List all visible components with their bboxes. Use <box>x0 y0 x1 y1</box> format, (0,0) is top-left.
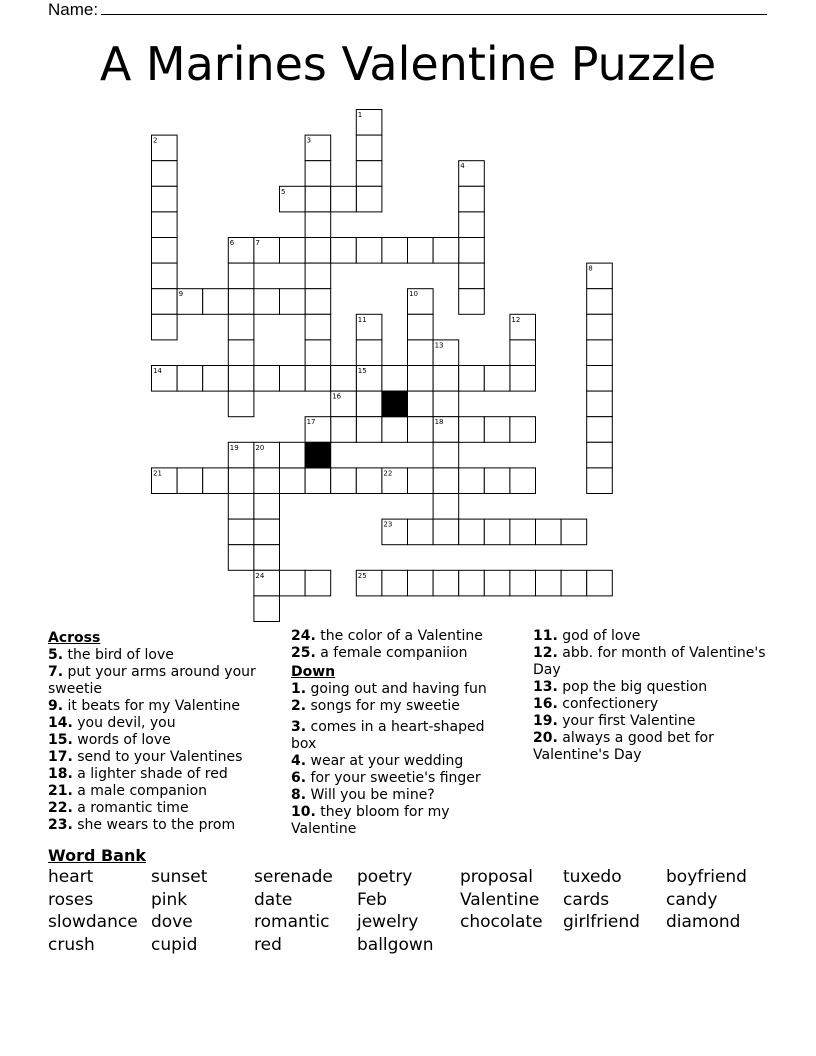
word-bank <box>48 846 768 956</box>
clue-text: the color of a Valentine <box>315 628 483 644</box>
clue-text: send to your Valentines <box>72 749 243 765</box>
word-bank-item: crush <box>48 934 95 955</box>
grid-cell[interactable] <box>305 366 331 392</box>
grid-cell[interactable] <box>331 238 357 264</box>
grid-cell[interactable] <box>484 519 510 545</box>
clue-number: 18. <box>48 766 73 782</box>
word-bank-title: Word Bank <box>48 846 147 865</box>
grid-block-cell <box>305 442 331 468</box>
clue-item <box>48 732 278 749</box>
clue-item <box>533 730 773 764</box>
grid-cell[interactable] <box>254 596 280 622</box>
grid-cell[interactable] <box>356 186 382 212</box>
grid-cell[interactable] <box>305 238 331 264</box>
clue-number: 10 <box>409 290 418 299</box>
clue-item <box>533 713 773 730</box>
grid-cell[interactable] <box>152 289 178 315</box>
grid-cell[interactable] <box>305 468 331 494</box>
clue-item <box>533 645 773 679</box>
grid-cell[interactable] <box>408 417 434 443</box>
grid-cell[interactable] <box>433 570 459 596</box>
grid-cell[interactable] <box>408 314 434 340</box>
clue-number: 25 <box>357 571 367 580</box>
grid-cell[interactable] <box>203 289 229 315</box>
clue-text: you devil, you <box>72 715 176 731</box>
grid-cell[interactable] <box>561 570 587 596</box>
grid-cell[interactable] <box>280 289 306 315</box>
clue-text: Will you be mine? <box>306 787 435 803</box>
word-bank-item: cupid <box>151 934 198 955</box>
clue-number: 3. <box>291 719 307 735</box>
grid-cell[interactable] <box>587 340 613 366</box>
clue-number: 11 <box>357 315 367 324</box>
grid-cell[interactable] <box>356 468 382 494</box>
clue-text: pop the big question <box>557 679 708 695</box>
grid-cell[interactable] <box>254 366 280 392</box>
grid-cell[interactable] <box>280 238 306 264</box>
clue-number: 21. <box>48 783 73 799</box>
word-bank-item: date <box>254 889 293 910</box>
grid-cell[interactable] <box>459 263 485 289</box>
grid-cell[interactable] <box>177 366 203 392</box>
grid-cell[interactable] <box>408 340 434 366</box>
grid-cell[interactable] <box>152 314 178 340</box>
clue-number: 7 <box>255 239 260 247</box>
grid-cell[interactable] <box>356 161 382 187</box>
clue-number: 8 <box>588 264 593 273</box>
grid-cell[interactable] <box>203 468 229 494</box>
clue-number: 13 <box>434 341 444 350</box>
grid-cell[interactable] <box>408 366 434 392</box>
clue-number: 3 <box>306 136 312 145</box>
grid-cell[interactable] <box>484 468 510 494</box>
clue-number: 6. <box>291 770 307 786</box>
grid-cell[interactable] <box>459 238 485 264</box>
clue-number: 5. <box>48 647 64 663</box>
grid-cell[interactable] <box>587 442 613 468</box>
word-bank-item: ballgown <box>357 934 434 955</box>
grid-cell[interactable] <box>228 391 254 417</box>
clue-number: 5 <box>281 187 286 196</box>
word-bank-item: heart <box>48 867 94 887</box>
grid-cell[interactable] <box>331 366 357 392</box>
clue-number: 22. <box>48 800 73 816</box>
clue-text: god of love <box>557 628 641 644</box>
grid-cell[interactable] <box>433 391 459 417</box>
clue-item <box>291 719 511 753</box>
grid-cell[interactable] <box>408 238 434 264</box>
grid-cell[interactable] <box>510 340 536 366</box>
clue-number: 2 <box>153 136 158 145</box>
clue-item <box>48 715 278 732</box>
grid-cell[interactable] <box>280 570 306 596</box>
grid-cell[interactable] <box>280 366 306 392</box>
clue-item <box>291 681 511 698</box>
clue-text: words of love <box>72 732 171 748</box>
grid-cell[interactable] <box>459 468 485 494</box>
grid-cell[interactable] <box>228 366 254 392</box>
word-bank-item: diamond <box>666 912 741 932</box>
grid-cell[interactable] <box>587 417 613 443</box>
grid-cell[interactable] <box>408 468 434 494</box>
clue-number: 4 <box>460 162 465 171</box>
clue-number: 9. <box>48 698 64 714</box>
clue-item <box>291 804 511 838</box>
clues-column-1 <box>48 628 278 834</box>
clue-number: 9 <box>178 290 184 299</box>
word-bank-item: Valentine <box>460 889 540 910</box>
word-bank-item: roses <box>48 889 94 910</box>
grid-cell[interactable] <box>408 391 434 417</box>
grid-cell[interactable] <box>459 289 485 315</box>
grid-cell[interactable] <box>433 494 459 520</box>
grid-cell[interactable] <box>510 519 536 545</box>
clue-text: she wears to the prom <box>72 817 236 833</box>
clue-text: a female companiion <box>315 645 468 661</box>
grid-cell[interactable] <box>484 570 510 596</box>
clue-item <box>533 679 773 696</box>
grid-cell[interactable] <box>356 417 382 443</box>
clue-item <box>291 770 511 787</box>
clue-number: 2. <box>291 698 307 714</box>
clue-number: 8. <box>291 787 307 803</box>
grid-cell[interactable] <box>408 570 434 596</box>
grid-cell[interactable] <box>305 161 331 187</box>
clue-text: they bloom for my Valentine <box>291 804 450 837</box>
grid-cell[interactable] <box>587 314 613 340</box>
grid-cell[interactable] <box>280 442 306 468</box>
clue-number: 12 <box>511 315 521 324</box>
word-bank-item: pink <box>151 889 188 910</box>
clues-column-2 <box>291 628 511 838</box>
grid-cell[interactable] <box>152 212 178 238</box>
grid-cell[interactable] <box>305 570 331 596</box>
page-title: A Marines Valentine Puzzle <box>99 37 717 91</box>
grid-cell[interactable] <box>228 263 254 289</box>
clue-number: 17 <box>306 418 316 427</box>
grid-cell[interactable] <box>510 366 536 392</box>
grid-cell[interactable] <box>254 494 280 520</box>
grid-cell[interactable] <box>254 468 280 494</box>
grid-cell[interactable] <box>228 314 254 340</box>
grid-cell[interactable] <box>433 519 459 545</box>
clue-text: abb. for month of Valentine's Day <box>533 645 766 678</box>
clue-number: 24. <box>291 628 316 644</box>
clue-number: 15. <box>48 732 73 748</box>
word-bank-item: serenade <box>254 867 333 887</box>
clue-text: a lighter shade of red <box>72 766 228 782</box>
word-bank-item: red <box>254 934 282 955</box>
grid-cell[interactable] <box>228 545 254 571</box>
word-bank-item: tuxedo <box>563 867 622 887</box>
clue-number: 14 <box>153 367 162 375</box>
grid-cell[interactable] <box>587 366 613 392</box>
word-bank-item: girlfriend <box>563 912 640 932</box>
clue-item <box>291 645 511 662</box>
word-bank-item: proposal <box>460 867 533 887</box>
clue-item <box>48 698 278 715</box>
clue-item <box>533 696 773 713</box>
word-bank-item: chocolate <box>460 912 543 932</box>
across-heading: Across <box>48 630 101 646</box>
word-bank-item: romantic <box>254 912 330 932</box>
grid-cell[interactable] <box>152 186 178 212</box>
clue-number: 19 <box>229 443 239 452</box>
grid-cell[interactable] <box>382 570 408 596</box>
clue-text: going out and having fun <box>306 681 487 697</box>
clue-number: 20. <box>533 730 558 746</box>
clue-text: comes in a heart-shaped box <box>291 719 485 752</box>
grid-cell[interactable] <box>228 340 254 366</box>
grid-cell[interactable] <box>484 366 510 392</box>
clue-number: 1 <box>357 111 363 119</box>
clue-number: 13. <box>533 679 558 695</box>
grid-cell[interactable] <box>459 417 485 443</box>
clue-text: for your sweetie's finger <box>306 770 481 786</box>
grid-cell[interactable] <box>433 442 459 468</box>
word-bank-item: boyfriend <box>666 867 747 887</box>
grid-cell[interactable] <box>305 212 331 238</box>
grid-cell[interactable] <box>433 238 459 264</box>
clue-item <box>48 800 278 817</box>
clue-text: songs for my sweetie <box>306 698 460 714</box>
grid-cell[interactable] <box>408 519 434 545</box>
clue-number: 11. <box>533 628 558 644</box>
clue-text: wear at your wedding <box>306 753 464 769</box>
grid-cell[interactable] <box>280 468 306 494</box>
grid-cell[interactable] <box>433 468 459 494</box>
word-bank-item: poetry <box>357 867 413 887</box>
grid-cell[interactable] <box>459 570 485 596</box>
clue-item <box>291 628 511 645</box>
grid-cell[interactable] <box>484 417 510 443</box>
clue-number: 20 <box>255 443 265 452</box>
clue-item <box>48 783 278 800</box>
clue-text: a romantic time <box>72 800 189 816</box>
clues-column-3 <box>533 628 773 764</box>
clue-item <box>291 787 511 804</box>
clue-number: 10. <box>291 804 316 820</box>
clue-number: 21 <box>153 469 162 478</box>
grid-cell[interactable] <box>203 366 229 392</box>
clue-item <box>291 698 511 715</box>
grid-cell[interactable] <box>305 314 331 340</box>
clue-number: 23. <box>48 817 73 833</box>
grid-cell[interactable] <box>305 289 331 315</box>
clue-number: 18 <box>434 418 444 427</box>
grid-cell[interactable] <box>510 417 536 443</box>
grid-cell[interactable] <box>254 289 280 315</box>
clue-number: 17. <box>48 749 73 765</box>
clue-number: 14. <box>48 715 73 731</box>
grid-cell[interactable] <box>331 186 357 212</box>
down-heading: Down <box>291 664 336 680</box>
clue-text: put your arms around your sweetie <box>48 664 256 697</box>
clue-text: a male companion <box>72 783 208 799</box>
clue-number: 6 <box>229 239 235 247</box>
clue-number: 1. <box>291 681 307 697</box>
clue-number: 16. <box>533 696 558 712</box>
clue-number: 25. <box>291 645 316 661</box>
grid-cell[interactable] <box>459 186 485 212</box>
grid-cell[interactable] <box>587 391 613 417</box>
word-bank-item: sunset <box>151 867 208 887</box>
grid-cell[interactable] <box>228 289 254 315</box>
word-bank-item: candy <box>666 889 718 910</box>
word-bank-item: jewelry <box>357 912 419 932</box>
grid-cell[interactable] <box>587 570 613 596</box>
clue-number: 24 <box>255 571 265 580</box>
clue-text: it beats for my Valentine <box>63 698 241 714</box>
grid-cell[interactable] <box>433 366 459 392</box>
grid-cell[interactable] <box>510 468 536 494</box>
grid-cell[interactable] <box>305 263 331 289</box>
grid-cell[interactable] <box>356 391 382 417</box>
grid-cell[interactable] <box>459 212 485 238</box>
clue-number: 22 <box>383 469 393 478</box>
grid-block-cell <box>382 391 408 417</box>
grid-cell[interactable] <box>228 468 254 494</box>
clue-item <box>48 664 278 698</box>
clue-text: the bird of love <box>63 647 174 663</box>
grid-cell[interactable] <box>331 417 357 443</box>
grid-cell[interactable] <box>305 186 331 212</box>
word-bank-item: cards <box>563 889 610 910</box>
clue-item <box>291 753 511 770</box>
grid-cell[interactable] <box>382 417 408 443</box>
grid-cell[interactable] <box>459 366 485 392</box>
word-bank-list <box>48 866 768 956</box>
grid-cell[interactable] <box>587 289 613 315</box>
grid-cell[interactable] <box>331 468 357 494</box>
grid-cell[interactable] <box>254 519 280 545</box>
clue-item <box>48 749 278 766</box>
clue-item <box>48 647 278 664</box>
word-bank-item: dove <box>151 912 193 932</box>
clue-item <box>533 628 773 645</box>
clue-item <box>48 766 278 783</box>
grid-cell[interactable] <box>228 494 254 520</box>
clue-number: 4. <box>291 753 307 769</box>
grid-cell[interactable] <box>254 545 280 571</box>
clue-text: always a good bet for Valentine's Day <box>533 730 714 763</box>
grid-cell[interactable] <box>228 519 254 545</box>
clue-text: confectionery <box>557 696 659 712</box>
clue-number: 15 <box>357 367 367 375</box>
grid-cell[interactable] <box>152 263 178 289</box>
clue-text: your first Valentine <box>557 713 696 729</box>
clue-number: 12. <box>533 645 558 661</box>
name-label: Name: <box>48 0 99 19</box>
grid-cell[interactable] <box>356 238 382 264</box>
grid-cell[interactable] <box>382 238 408 264</box>
grid-cell[interactable] <box>152 161 178 187</box>
clue-item <box>48 817 278 834</box>
grid-cell[interactable] <box>356 340 382 366</box>
grid-cell[interactable] <box>459 519 485 545</box>
grid-cell[interactable] <box>356 135 382 161</box>
word-bank-item: Feb <box>357 889 388 910</box>
grid-cell[interactable] <box>536 570 562 596</box>
clue-number: 19. <box>533 713 558 729</box>
grid-cell[interactable] <box>177 468 203 494</box>
grid-cell[interactable] <box>152 238 178 264</box>
grid-cell[interactable] <box>536 519 562 545</box>
clue-number: 7. <box>48 664 64 680</box>
grid-cell[interactable] <box>510 570 536 596</box>
clue-number: 16 <box>332 392 342 401</box>
word-bank-item: slowdance <box>48 912 138 932</box>
grid-cell[interactable] <box>382 366 408 392</box>
grid-cell[interactable] <box>561 519 587 545</box>
grid-cell[interactable] <box>305 340 331 366</box>
clue-number: 23 <box>383 520 393 529</box>
grid-cell[interactable] <box>587 468 613 494</box>
